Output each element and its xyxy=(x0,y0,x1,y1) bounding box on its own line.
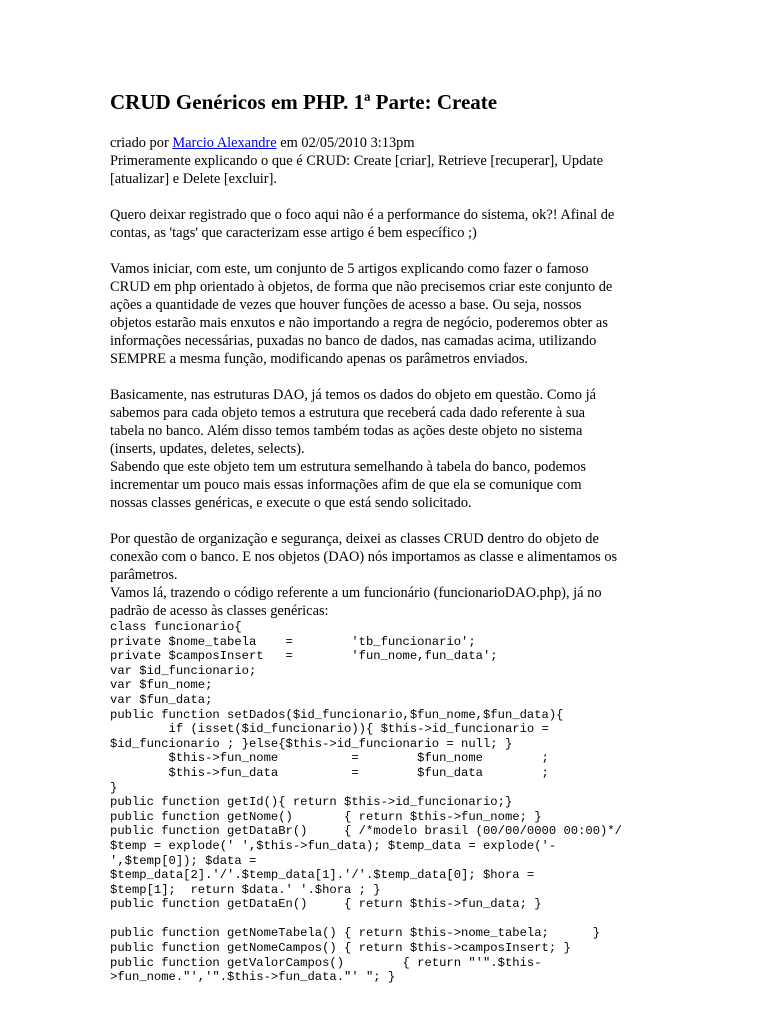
paragraph-line: Vamos iniciar, com este, um conjunto de 5 artigos explicando como fazer o famoso xyxy=(110,261,589,277)
paragraph-line: Quero deixar registrado que o foco aqui não é a performance do sistema, ok?! Afinal de xyxy=(110,207,615,223)
intro-paragraph xyxy=(110,152,670,188)
paragraph-line: informações necessárias, puxadas no banco de dados, nas camadas acima, utilizando xyxy=(110,333,597,349)
paragraph-line: SEMPRE a mesma função, modificando apenas os parâmetros enviados. xyxy=(110,351,529,367)
paragraph-line: parâmetros. xyxy=(110,567,178,583)
paragraph-line: Vamos lá, trazendo o código referente a um funcionário (funcionarioDAO.php), já no xyxy=(110,585,602,601)
paragraph-line: Sabendo que este objeto tem um estrutura semelhando à tabela do banco, podemos xyxy=(110,459,586,475)
byline-suffix: em 02/05/2010 3:13pm xyxy=(276,135,415,151)
intro-line: [atualizar] e Delete [excluir]. xyxy=(110,171,277,187)
paragraph-line: objetos estarão mais enxutos e não importando a regra de negócio, poderemos obter as xyxy=(110,315,608,331)
byline xyxy=(110,134,670,152)
article-title: CRUD Genéricos em PHP. 1ª Parte: Create xyxy=(110,90,498,114)
paragraph-line: sabemos para cada objeto temos a estrutura que receberá cada dado referente à sua xyxy=(110,405,586,421)
paragraph-line: padrão de acesso às classes genéricas: xyxy=(110,603,329,619)
paragraph-line: ações a quantidade de vezes que houver funções de acesso a base. Ou seja, nossos xyxy=(110,297,582,313)
paragraph-line: contas, as 'tags' que caracterizam esse artigo é bem específico ;) xyxy=(110,225,477,241)
author-link[interactable]: Marcio Alexandre xyxy=(172,135,277,151)
paragraph-line: Por questão de organização e segurança, deixei as classes CRUD dentro do objeto de xyxy=(110,531,599,547)
code-listing: class funcionario{ private $nome_tabela = 'tb_funcionario'; private $camposInsert = 'fun_nome,fun_data'; var $id_funcionario; var $fun_nome; var $fun_data; public function setDados($id_funcionario,$fun_nome,$fun_data){ if (isset($id_funcionario)){ $this->id_funcionario = $id_funcionario ; }else{$this->id_funcionario = null; } $this->fun_nome = $fun_nome ; $this->fun_data = $fun_data ; } public function getId(){ return $this->id_funcionario;} public function getNome() { return $this->fun_nome; } public function getDataBr() { /*modelo brasil (00/00/0000 00:00)*/ $temp = explode(' ',$this->fun_data); $temp_data = explode('- ',$temp[0]); $data = $temp_data[2].'/'.$temp_data[1].'/'.$temp_data[0]; $hora = $temp[1]; return $data.' '.$hora ; } public function getDataEn() { return $this->fun_data; } public function getNomeTabela() { return $this->nome_tabela; } public function getNomeCampos() { return $this->camposInsert; } public function getValorCampos() { return "'".$this- >fun_nome."','".$this->fun_data."' "; } xyxy=(110,620,622,985)
paragraph-line: CRUD em php orientado à objetos, de forma que não precisemos criar este conjunto de xyxy=(110,279,613,295)
intro-line: Primeramente explicando o que é CRUD: Create [criar], Retrieve [recuperar], Update xyxy=(110,153,604,169)
dao-paragraph xyxy=(110,386,670,512)
focus-paragraph xyxy=(110,206,670,242)
byline-prefix: criado por xyxy=(110,135,173,151)
organization-paragraph xyxy=(110,530,670,620)
paragraph-line: tabela no banco. Além disso temos também todas as ações deste objeto no sistema xyxy=(110,423,583,439)
paragraph-line: incrementar um pouco mais essas informações afim de que ela se comunique com xyxy=(110,477,582,493)
paragraph-line: conexão com o banco. E nos objetos (DAO) nós importamos as classe e alimentamos os xyxy=(110,549,618,565)
paragraph-line: nossas classes genéricas, e execute o que está sendo solicitado. xyxy=(110,495,472,511)
paragraph-line: Basicamente, nas estruturas DAO, já temos os dados do objeto em questão. Como já xyxy=(110,387,596,403)
series-paragraph xyxy=(110,260,670,368)
article-body xyxy=(110,134,670,985)
paragraph-line: (inserts, updates, deletes, selects). xyxy=(110,441,305,457)
